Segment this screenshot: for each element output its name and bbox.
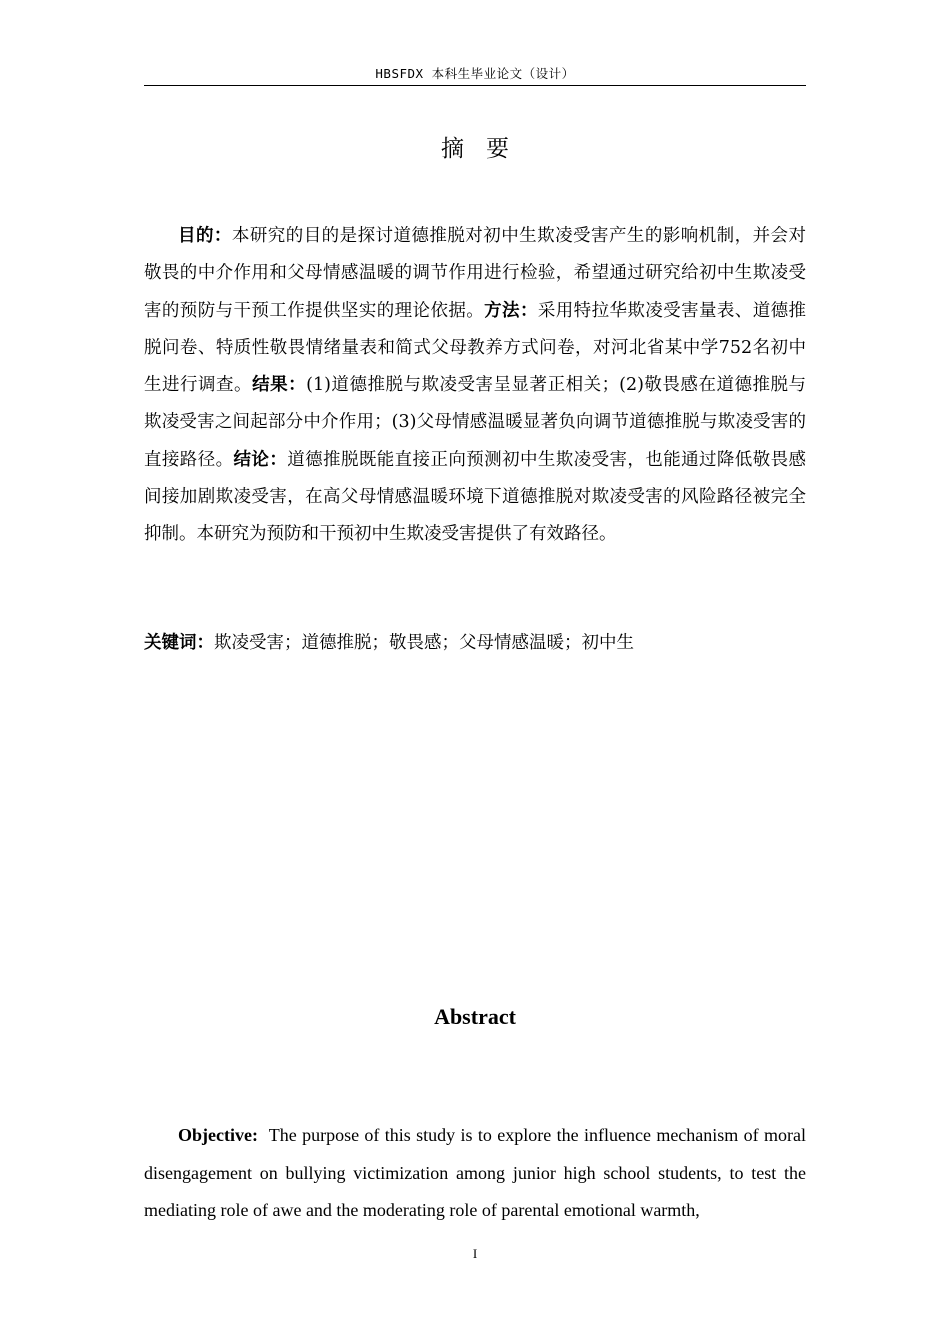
- page-number: I: [472, 1246, 478, 1261]
- objective-text: The purpose of this study is to explore the influence mechanism of moral disengagement on bullying victimization among junior high school students, to test the mediating role of awe and the moderating role of parental emotional warmth,: [144, 1125, 807, 1221]
- result-text: (1)道德推脱与欺凌受害呈显著正相关；(2)敬畏感在道德推脱与欺凌受害之间起部分中介作用；(3)父母情感温暖显著负向调节道德推脱与欺凌受害的直接路径。: [144, 375, 807, 470]
- method-label: 方法：: [484, 300, 538, 321]
- english-abstract-title: Abstract: [434, 1004, 516, 1029]
- running-header: HBSFDX 本科生毕业论文（设计）: [375, 66, 575, 81]
- keywords-text: 欺凌受害；道德推脱；敬畏感；父母情感温暖；初中生: [214, 633, 634, 653]
- result-label: 结果：: [252, 375, 307, 396]
- chinese-abstract-title: 摘要: [441, 136, 531, 162]
- english-abstract-body: [144, 1117, 806, 1230]
- conclusion-text: 道德推脱既能直接正向预测初中生欺凌受害，也能通过降低敬畏感间接加剧欺凌受害，在高父母情感温暖环境下道德推脱对欺凌受害的风险路径被完全抑制。本研究为预防和干预初中生欺凌受害提供了有效路径。: [144, 449, 807, 545]
- conclusion-label: 结论：: [233, 449, 288, 470]
- chinese-keywords: [144, 625, 806, 661]
- objective-label: Objective:: [178, 1125, 258, 1145]
- purpose-text: 本研究的目的是探讨道德推脱对初中生欺凌受害产生的影响机制，并会对敬畏的中介作用和父母情感温暖的调节作用进行检验，希望通过研究给初中生欺凌受害的预防与干预工作提供坚实的理论依据。: [144, 226, 807, 321]
- method-text: 采用特拉华欺凌受害量表、道德推脱问卷、特质性敬畏情绪量表和简式父母教养方式问卷，对河北省某中学752名初中生进行调查。: [144, 300, 807, 396]
- keywords-label: 关键词：: [144, 633, 214, 653]
- header-rule: [144, 85, 806, 86]
- chinese-abstract-body: [144, 218, 806, 554]
- purpose-label: 目的：: [178, 226, 232, 246]
